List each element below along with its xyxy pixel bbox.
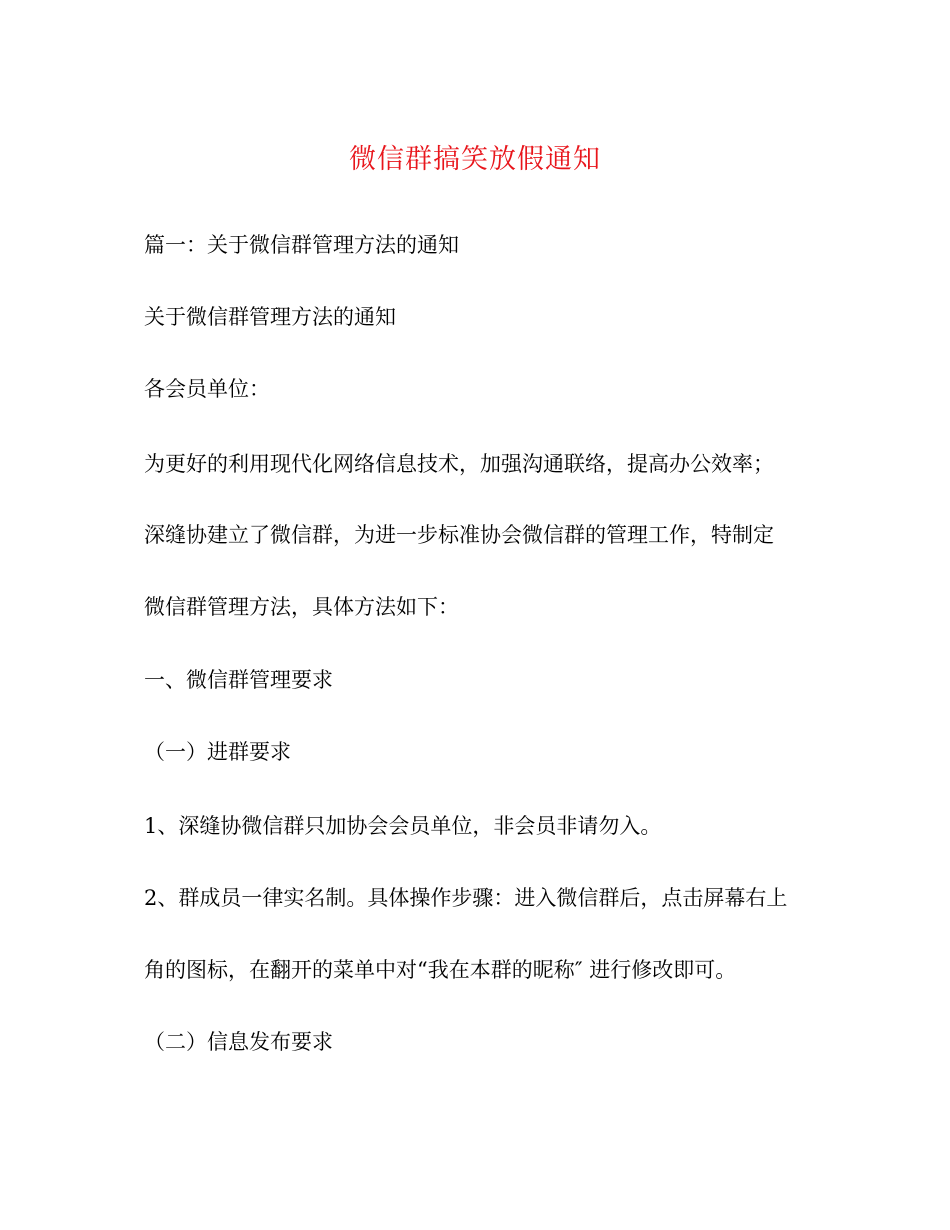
salutation: 各会员单位： — [144, 377, 270, 401]
body-line: 微信群管理方法，具体方法如下： — [144, 595, 459, 619]
subsection-heading: （二）信息发布要求 — [144, 1030, 333, 1054]
document-title: 微信群搞笑放假通知 — [349, 144, 601, 175]
list-item: 1、深缝协微信群只加协会会员单位，非会员非请勿入。 — [144, 814, 662, 838]
list-item-continuation: 角的图标，在翻开的菜单中对“我在本群的昵称″ 进行修改即可。 — [144, 958, 737, 982]
list-item: 2、群成员一律实名制。具体操作步骤：进入微信群后，点击屏幕右上 — [144, 886, 788, 910]
subsection-heading: （一）进群要求 — [144, 740, 291, 764]
body-line: 深缝协建立了微信群，为进一步标准协会微信群的管理工作，特制定 — [144, 523, 774, 547]
body-line: 为更好的利用现代化网络信息技术，加强沟通联络，提高办公效率； — [144, 452, 774, 476]
section-heading: 一、微信群管理要求 — [144, 668, 333, 692]
notice-heading: 关于微信群管理方法的通知 — [144, 305, 396, 329]
heading-part-one: 篇一：关于微信群管理方法的通知 — [144, 233, 459, 257]
